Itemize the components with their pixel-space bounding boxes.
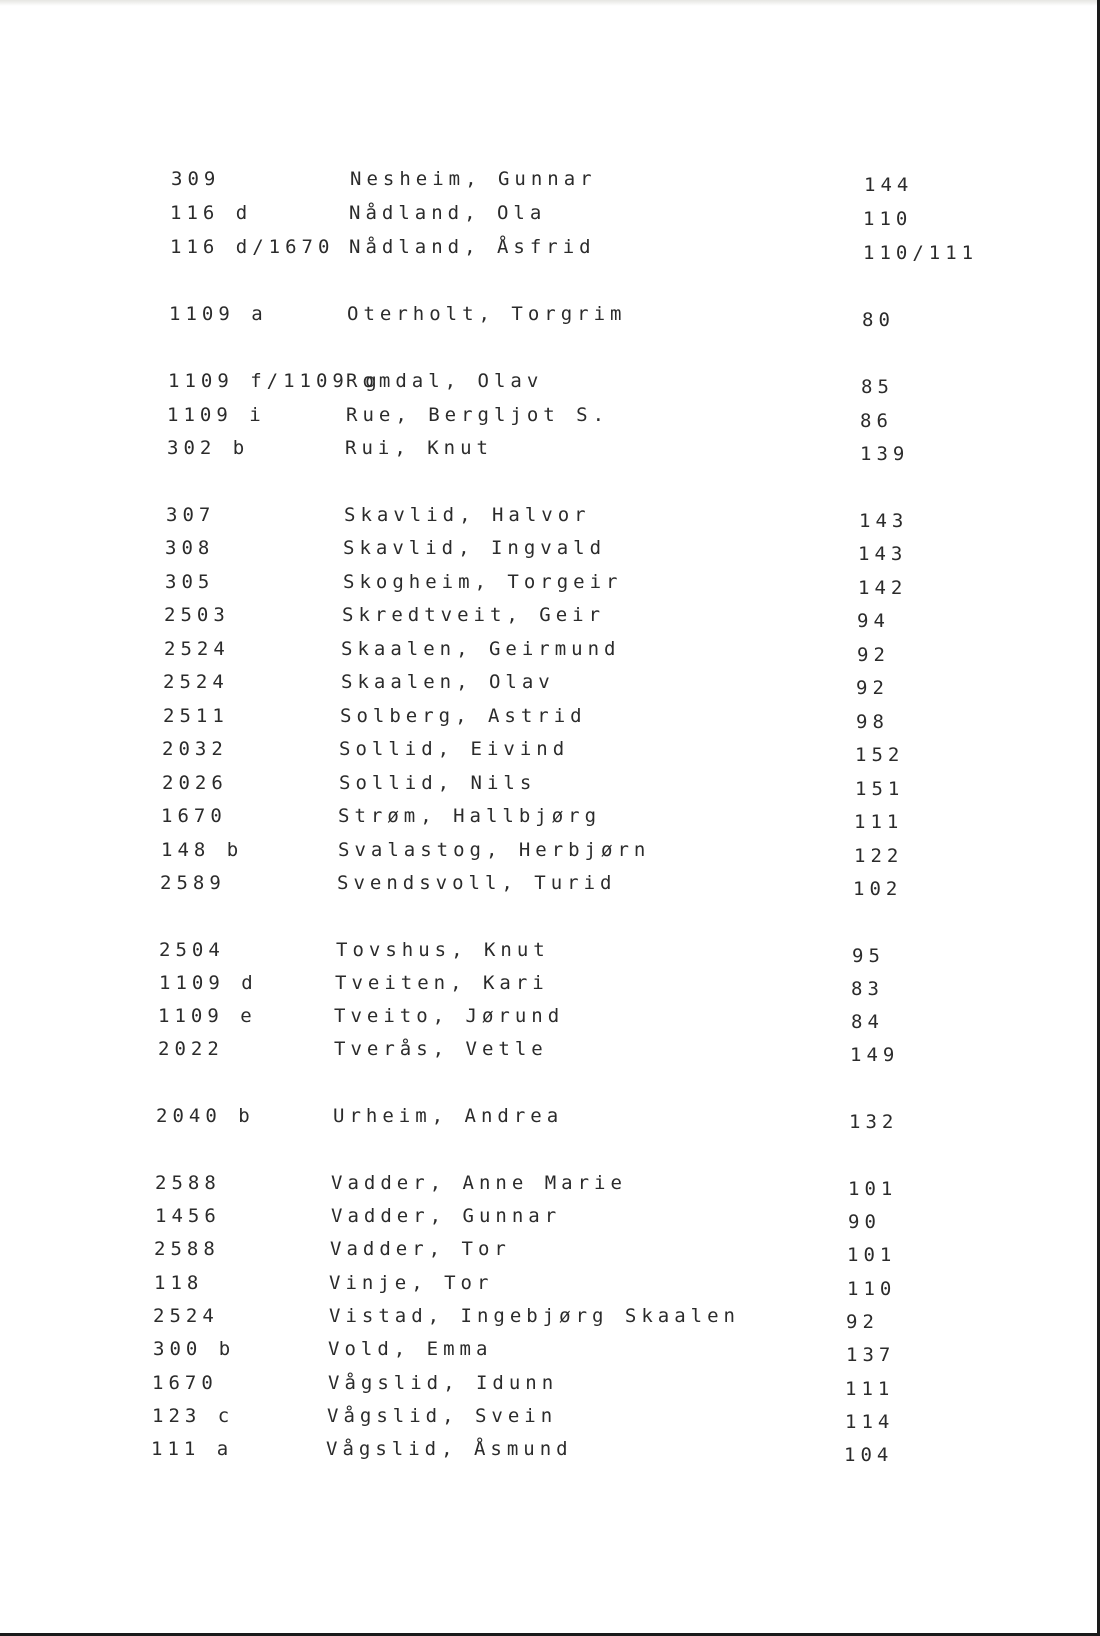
reference-number: 309 [171,168,221,190]
index-entry [0,370,1097,400]
reference-number: 148 b [161,839,244,861]
person-name: Skavlid, Ingvald [343,537,607,559]
reference-number: 2524 [164,638,230,660]
reference-number: 2589 [160,872,226,894]
person-name: Skaalen, Geirmund [341,638,621,660]
person-name: Vadder, Anne Marie [331,1172,627,1194]
page-number: 111 [854,811,904,833]
page-number: 114 [845,1411,895,1433]
person-name: Tverås, Vetle [334,1038,548,1060]
person-name: Vistad, Ingebjørg Skaalen [329,1305,740,1327]
person-name: Urheim, Andrea [333,1105,564,1127]
person-name: Romdal, Olav [346,370,544,392]
index-entry [0,1238,1097,1268]
index-entry [0,202,1097,232]
page-number: 110 [863,208,913,230]
reference-number: 307 [166,504,216,526]
reference-number: 305 [165,571,215,593]
person-name: Nesheim, Gunnar [350,168,597,190]
person-name: Svendsvoll, Turid [337,872,617,894]
page-number: 101 [847,1244,897,1266]
page-number: 98 [856,711,889,733]
page-number: 110 [847,1278,897,1300]
person-name: Sollid, Eivind [339,738,570,760]
index-entry [0,571,1097,601]
index-entry [0,236,1097,266]
reference-number: 2032 [162,738,228,760]
index-entry [0,1272,1097,1302]
index-entry [0,972,1097,1002]
person-name: Vadder, Gunnar [331,1205,562,1227]
page-number: 132 [849,1111,899,1133]
index-entry [0,1438,1097,1468]
reference-number: 123 c [152,1405,235,1427]
person-name: Oterholt, Torgrim [347,303,627,325]
page-number: 143 [859,510,909,532]
index-entry [0,939,1097,969]
person-name: Tveito, Jørund [334,1005,565,1027]
page-number: 92 [856,677,889,699]
reference-number: 116 d [170,202,253,224]
person-name: Vinje, Tor [329,1272,494,1294]
reference-number: 2524 [163,671,229,693]
person-name: Skredtveit, Geir [342,604,606,626]
index-entry [0,504,1097,534]
person-name: Tovshus, Knut [336,939,550,961]
index-entry [0,738,1097,768]
reference-number: 116 d/1670 [170,236,335,258]
page-number: 139 [860,443,910,465]
index-entry [0,168,1097,198]
index-entry [0,437,1097,467]
page-number: 143 [858,543,908,565]
person-name: Nådland, Åsfrid [349,236,596,258]
reference-number: 300 b [153,1338,236,1360]
page-number: 95 [852,945,885,967]
page-number: 111 [845,1378,895,1400]
page-number: 142 [858,577,908,599]
page-number: 90 [848,1211,881,1233]
page-number: 84 [851,1011,884,1033]
reference-number: 2026 [162,772,228,794]
person-name: Rue, Bergljot S. [346,404,610,426]
index-entry [0,1372,1097,1402]
reference-number: 2022 [158,1038,224,1060]
index-entry [0,772,1097,802]
index-entry [0,303,1097,333]
index-entry [0,1105,1097,1135]
index-entry [0,1305,1097,1335]
person-name: Rui, Knut [345,437,493,459]
index-entry [0,1205,1097,1235]
page-number: 144 [864,174,914,196]
person-name: Svalastog, Herbjørn [338,839,651,861]
person-name: Skaalen, Olav [341,671,555,693]
index-entry [0,805,1097,835]
index-entry [0,839,1097,869]
page-number: 149 [850,1044,900,1066]
reference-number: 1109 e [158,1005,257,1027]
page-number: 85 [861,376,894,398]
reference-number: 308 [165,537,215,559]
reference-number: 1109 f/1109 g [168,370,382,392]
reference-number: 2588 [155,1172,221,1194]
reference-number: 118 [154,1272,204,1294]
reference-number: 1670 [152,1372,218,1394]
page-number: 94 [857,610,890,632]
reference-number: 302 b [167,437,250,459]
page-number: 104 [844,1444,894,1466]
person-name: Tveiten, Kari [335,972,549,994]
reference-number: 111 a [151,1438,234,1460]
page-number: 83 [851,978,884,1000]
person-name: Vågslid, Åsmund [326,1438,573,1460]
person-name: Vadder, Tor [330,1238,511,1260]
person-name: Nådland, Ola [349,202,547,224]
reference-number: 1670 [161,805,227,827]
reference-number: 2040 b [156,1105,255,1127]
person-name: Solberg, Astrid [340,705,587,727]
page-number: 80 [862,309,895,331]
index-entry [0,671,1097,701]
reference-number: 2588 [154,1238,220,1260]
reference-number: 2511 [163,705,229,727]
page-number: 101 [848,1178,898,1200]
page-number: 122 [854,845,904,867]
index-entry [0,1038,1097,1068]
reference-number: 1109 d [159,972,258,994]
index-entry [0,404,1097,434]
person-name: Vågslid, Idunn [328,1372,559,1394]
index-entry [0,1172,1097,1202]
index-entry [0,604,1097,634]
reference-number: 2503 [164,604,230,626]
page-number: 152 [855,744,905,766]
page-number: 110/111 [863,242,979,264]
person-name: Vold, Emma [328,1338,493,1360]
person-name: Strøm, Hallbjørg [338,805,602,827]
reference-number: 1456 [155,1205,221,1227]
index-entry [0,1338,1097,1368]
reference-number: 2524 [153,1305,219,1327]
person-name: Vågslid, Svein [327,1405,558,1427]
index-entry [0,1005,1097,1035]
reference-number: 1109 i [167,404,266,426]
index-entry [0,1405,1097,1435]
index-entry [0,537,1097,567]
page-number: 92 [846,1311,879,1333]
page-number: 102 [853,878,903,900]
page-number: 137 [846,1344,896,1366]
page-number: 92 [857,644,890,666]
page-number: 86 [860,410,893,432]
person-name: Skavlid, Halvor [344,504,591,526]
index-entry [0,872,1097,902]
reference-number: 1109 a [169,303,268,325]
person-name: Sollid, Nils [339,772,537,794]
reference-number: 2504 [159,939,225,961]
person-name: Skogheim, Torgeir [343,571,623,593]
index-entry [0,705,1097,735]
page-number: 151 [855,778,905,800]
index-entry [0,638,1097,668]
